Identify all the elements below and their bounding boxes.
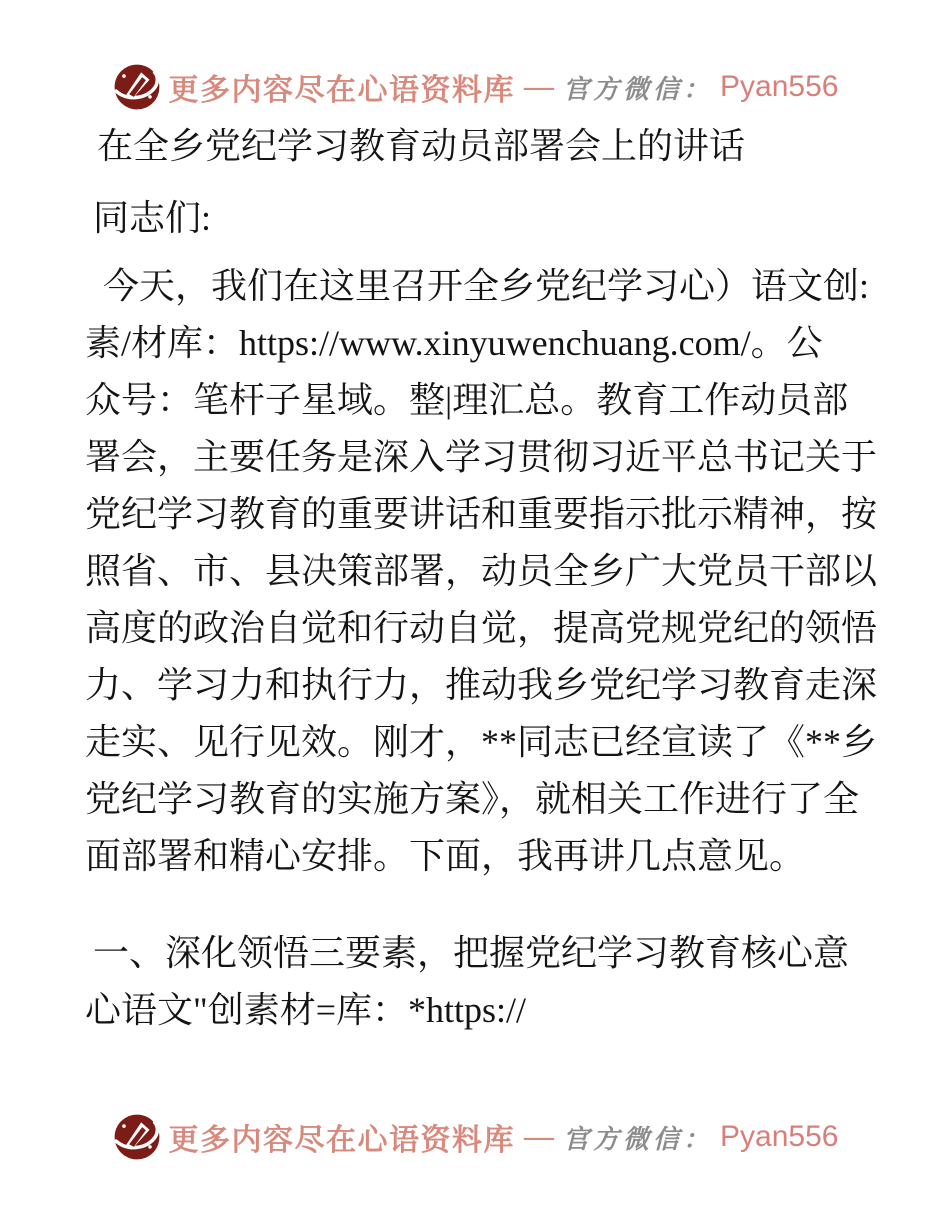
- footer-watermark: [0, 1112, 950, 1162]
- header-watermark: [0, 62, 950, 112]
- dash-separator: —: [524, 70, 555, 103]
- paragraph-line: 走实、见行见效。刚才，**同志已经宣读了《**乡: [85, 722, 878, 762]
- brand-text: 更多内容尽在心语资料库: [168, 74, 516, 107]
- pen-circle-logo-icon: [112, 1112, 162, 1162]
- paragraph-line: 素/材库：https://www.xinyuwenchuang.com/。公: [85, 323, 823, 363]
- wechat-channel-label: 官方微信：: [563, 74, 714, 104]
- section-heading-paragraph: [85, 925, 872, 1039]
- salutation: 同志们:: [93, 198, 212, 238]
- paragraph-line: 力、学习力和执行力，推动我乡党纪学习教育走深: [85, 665, 878, 705]
- paragraph-line: 照省、市、县决策部署，动员全乡广大党员干部以: [85, 551, 878, 591]
- paragraph-line: 高度的政治自觉和行动自觉，提高党规党纪的领悟: [85, 608, 878, 648]
- paragraph-line: 面部署和精心安排。下面，我再讲几点意见。: [85, 836, 806, 876]
- paragraph-line: 署会，主要任务是深入学习贯彻习近平总书记关于: [85, 437, 878, 477]
- pen-circle-logo-icon: [112, 62, 162, 112]
- dash-separator: —: [524, 1120, 555, 1153]
- main-paragraph: [85, 258, 878, 885]
- document-body: [85, 110, 878, 1039]
- page-title: 在全乡党纪学习教育动员部署会上的讲话: [97, 126, 746, 166]
- wechat-id: Pyan556: [720, 70, 839, 103]
- paragraph-line: 今天，我们在这里召开全乡党纪学习心）语文创:: [103, 266, 870, 306]
- brand-text: 更多内容尽在心语资料库: [168, 1124, 516, 1157]
- section-line: 心语文"创素材=库：*https://: [85, 990, 527, 1030]
- section-line: 一、深化领悟三要素，把握党纪学习教育核心意: [93, 933, 850, 973]
- paragraph-line: 党纪学习教育的实施方案》，就相关工作进行了全: [85, 779, 860, 819]
- paragraph-line: 众号：笔杆子星域。整|理汇总。教育工作动员部: [85, 380, 849, 420]
- paragraph-line: 党纪学习教育的重要讲话和重要指示批示精神，按: [85, 494, 878, 534]
- wechat-id: Pyan556: [720, 1120, 839, 1153]
- wechat-channel-label: 官方微信：: [563, 1124, 714, 1154]
